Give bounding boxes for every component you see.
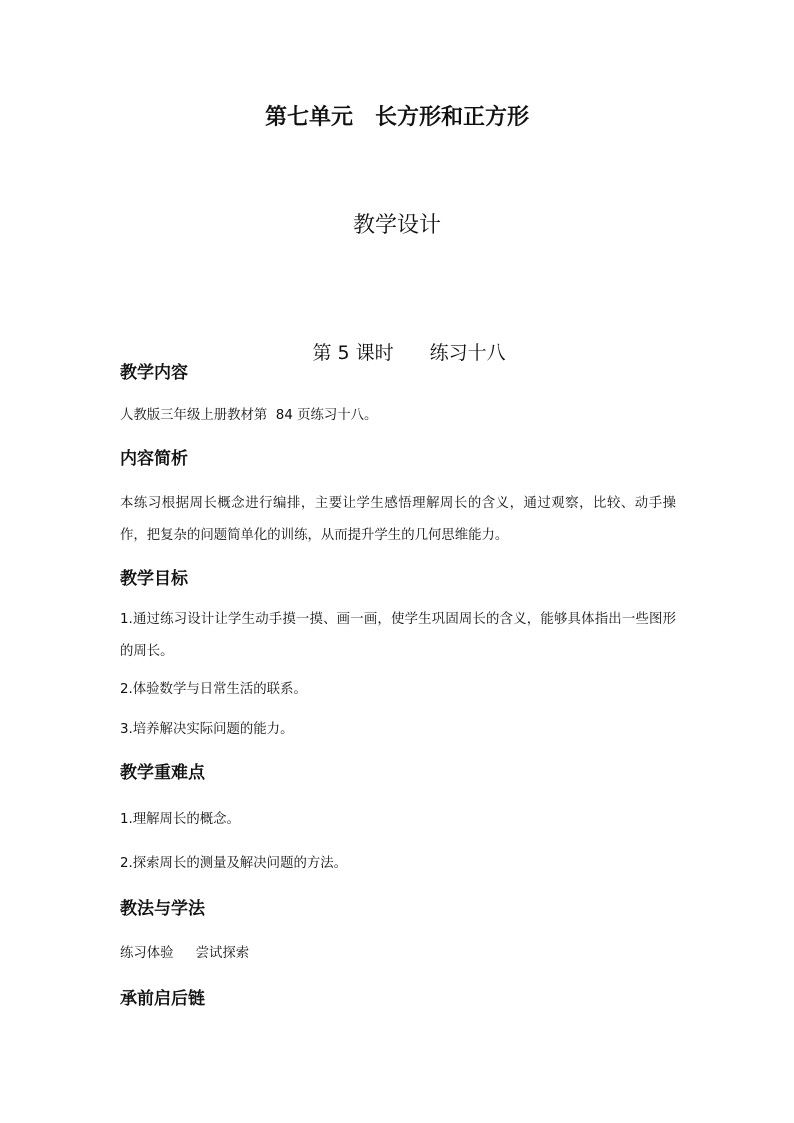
lesson-number: 第 5 课时 (312, 342, 394, 364)
section-heading-teaching-goals: 教学目标 (120, 569, 188, 589)
lesson-name: 练习十八 (429, 342, 506, 364)
section-heading-chain: 承前启后链 (120, 989, 205, 1009)
method-item: 尝试探索 (195, 946, 250, 961)
method-item: 练习体验 (120, 946, 174, 961)
teaching-goal-item: 1.通过练习设计让学生动手摸一摸、画一画，使学生巩固周长的含义，能够具体指出一些图形的周长。 (120, 612, 676, 659)
teaching-methods-text (120, 938, 676, 970)
key-difficulty-item: 1.理解周长的概念。 (120, 812, 240, 827)
unit-title: 第七单元 长方形和正方形 (264, 105, 529, 130)
key-difficulty-item: 2.探索周长的测量及解决问题的方法。 (120, 856, 348, 871)
teaching-goal-item: 2.体验数学与日常生活的联系。 (120, 682, 307, 697)
content-analysis-text: 本练习根据周长概念进行编排，主要让学生感悟理解周长的含义，通过观察，比较、动手操作，把复杂的问题简单化的训练，从而提升学生的几何思维能力。 (120, 496, 676, 543)
section-heading-key-difficulties: 教学重难点 (120, 763, 205, 783)
teaching-content-text: 人教版三年级上册教材第 84 页练习十八。 (120, 408, 378, 423)
section-heading-teaching-content: 教学内容 (120, 363, 188, 383)
section-heading-content-analysis: 内容简析 (120, 449, 188, 469)
design-title: 教学设计 (352, 213, 441, 238)
teaching-goal-item: 3.培养解决实际问题的能力。 (120, 722, 294, 737)
section-heading-teaching-methods: 教法与学法 (120, 899, 205, 919)
